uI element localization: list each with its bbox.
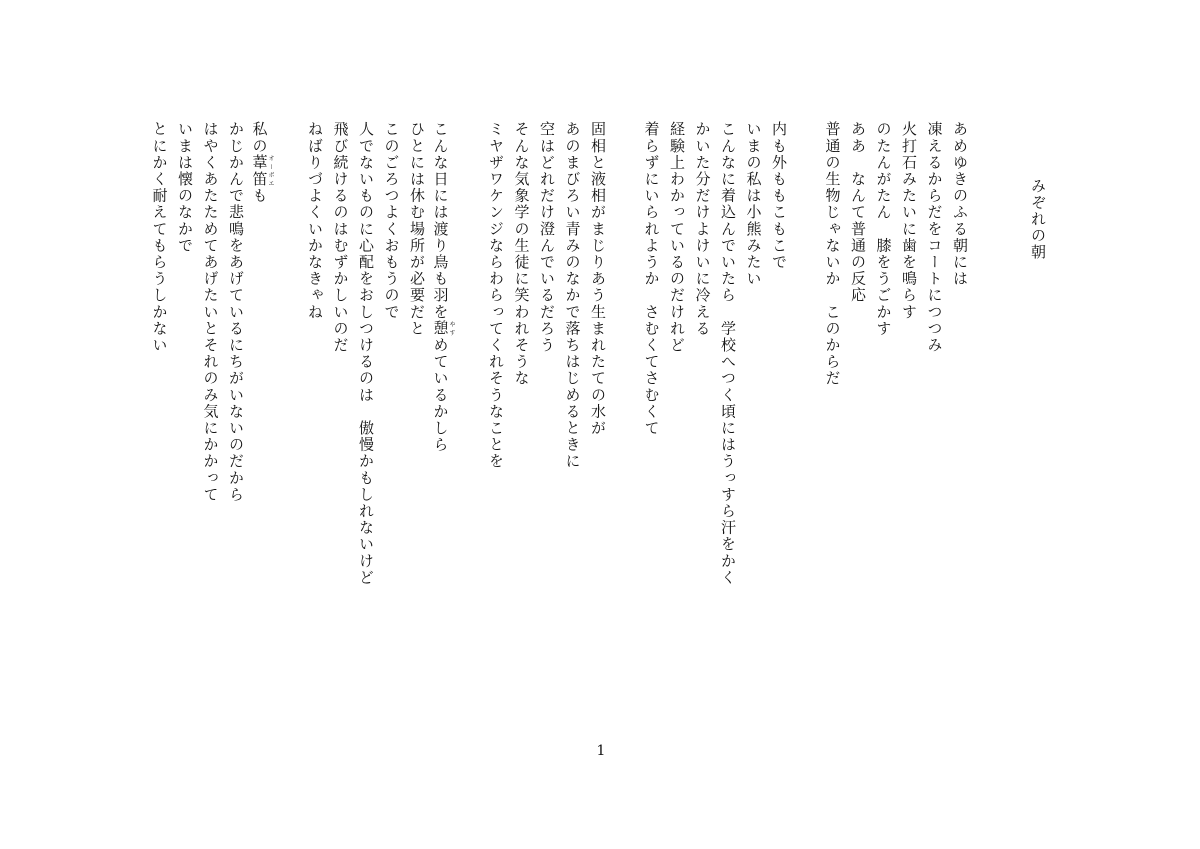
poem-line: いまは懐のなかで xyxy=(176,121,194,254)
poem-line: かじかんで悲鳴をあげているにちがいないのだから xyxy=(227,121,245,503)
poem-line xyxy=(248,121,274,204)
line-text: 私の xyxy=(250,121,269,155)
line-text: こんな日には渡り鳥も羽を xyxy=(431,121,450,321)
page-number: 1 xyxy=(596,743,606,759)
ruby-annotation xyxy=(250,154,274,188)
poem-line: いまの私は小熊みたい xyxy=(744,121,763,287)
poem-line: 着らずにいられようか さむくてさむくて xyxy=(642,121,661,437)
poem-line: 内も外ももこもこで xyxy=(770,121,788,271)
poem-line: ミヤザワケンジならわらってくれそうなことを xyxy=(487,121,505,470)
poem-line: あのまびろい青みのなかで落ちはじめるときに xyxy=(563,121,582,470)
poem-line: 火打石みたいに歯を鳴らす xyxy=(900,121,918,321)
poem-line: 凍えるからだをコートにつつみ xyxy=(925,121,944,354)
poem-line: 経験上わかっているのだけれど xyxy=(668,121,686,354)
ruby-text: オーボエ xyxy=(267,154,274,188)
poem-title: みぞれの朝 xyxy=(1029,178,1047,261)
ruby-annotation xyxy=(431,320,455,337)
poem-body xyxy=(146,121,972,681)
line-text: も xyxy=(250,187,269,205)
poem-line: このごろつよくおもうので xyxy=(382,121,401,321)
poem-line xyxy=(429,121,455,453)
ruby-base: 憩 xyxy=(431,320,450,337)
poem-line: ねばりづよくいかなきゃね xyxy=(306,121,324,321)
poem-line: かいた分だけよけいに冷える xyxy=(693,121,712,337)
poem-line: 固相と液相がまじりあう生まれたての水が xyxy=(589,121,607,437)
line-text: めているかしら xyxy=(431,336,450,454)
poem-line: 人でないものに心配をおしつけるのは 傲慢かもしれないけど xyxy=(357,121,375,586)
poem-line: ひとには休む場所が必要だと xyxy=(408,121,426,337)
poem-line: 飛び続けるのはむずかしいのだ xyxy=(331,121,350,354)
poem-line: ああ なんて普通の反応 xyxy=(849,121,867,304)
poem-line: とにかく耐えてもらうしかない xyxy=(150,121,169,354)
poem-line: のたんがたん 膝をうごかす xyxy=(874,121,893,337)
poem-line: あめゆきのふる朝には xyxy=(951,121,969,287)
ruby-text: やす xyxy=(448,320,455,337)
poem-line: こんなに着込んでいたら 学校へつく頃にはうっすら汗をかく xyxy=(719,121,737,586)
poem-line: 空はどれだけ澄んでいるだろう xyxy=(538,121,556,354)
poem-line: はやくあたためてあげたいとそれのみ気にかかって xyxy=(201,121,220,503)
ruby-base: 葦笛 xyxy=(250,154,269,188)
poem-line: 普通の生物じゃないか このからだ xyxy=(823,121,842,387)
poem-line: そんな気象学の生徒に笑われそうな xyxy=(512,121,531,387)
